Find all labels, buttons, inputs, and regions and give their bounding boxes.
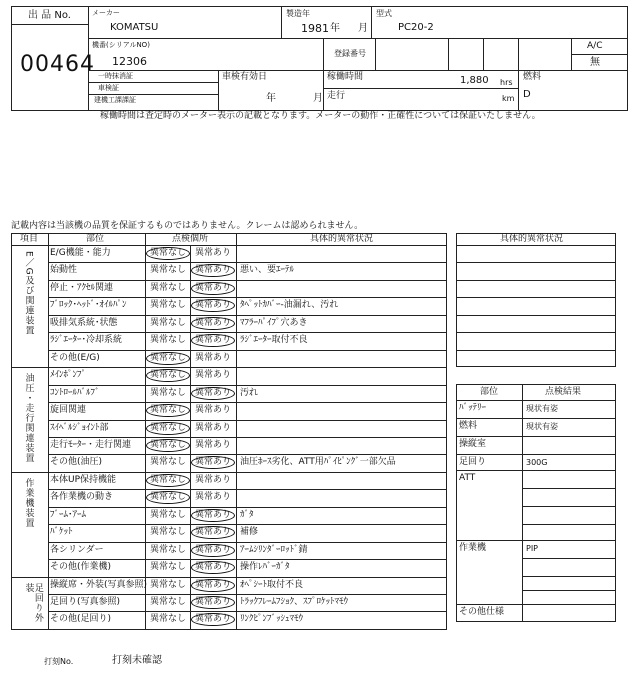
abnormality-header: 具体的異常状況 (500, 234, 564, 244)
result-sub-line (522, 590, 616, 591)
construction-cert-label: 建機工課課証 (94, 96, 136, 104)
row-part: 吸排気系統･状態 (50, 317, 118, 328)
abnormality-row-line (456, 332, 616, 333)
header-col-line (375, 38, 376, 70)
row-part: 足回り(写真参照) (50, 597, 121, 607)
row-part: ﾊﾞｹｯﾄ (50, 527, 73, 538)
check-some-option[interactable]: 異常あり (194, 405, 231, 416)
table-header-3: 具体的異常状況 (310, 234, 374, 244)
table-row-line (48, 507, 447, 508)
check-some-option[interactable]: 異常あり (191, 317, 235, 330)
result-row-line (456, 418, 616, 419)
model-label: 型式 (376, 9, 392, 18)
row-part: ﾌﾞｰﾑ･ｱｰﾑ (50, 509, 87, 520)
row-part: ﾌﾞﾛｯｸ･ﾍｯﾄﾞ･ｵｲﾙﾊﾟﾝ (50, 300, 127, 311)
check-none-option[interactable]: 異常なし (146, 369, 190, 382)
vehicle-cert-label: 車検証 (98, 84, 119, 92)
row-note: 油圧ﾎｰｽ劣化、ATT用ﾊﾟｲﾋﾟﾝｸﾞ一部欠品 (240, 457, 396, 468)
table-row-line (48, 297, 447, 298)
fuel-value: D (523, 89, 531, 100)
check-some-option[interactable]: 異常あり (191, 561, 235, 574)
header-col-line (518, 38, 519, 111)
table-row-line (48, 559, 447, 560)
ac-value: 無 (590, 57, 600, 68)
row-note: 操作ﾚﾊﾞｰｶﾞﾀ (240, 562, 290, 573)
table-row-line (48, 350, 447, 351)
check-none-option[interactable]: 異常なし (146, 352, 190, 365)
result-part: その他仕様 (459, 607, 505, 617)
result-sub-line (522, 506, 616, 507)
table-row-line (48, 315, 447, 316)
table-row-line (48, 262, 447, 263)
check-some-option[interactable]: 異常あり (191, 613, 235, 626)
check-some-option[interactable]: 異常あり (191, 334, 235, 347)
row-note: 悪い、要ｴｰﾃﾙ (240, 265, 295, 276)
row-part: E/G機能・能力 (50, 248, 111, 258)
check-some-option[interactable]: 異常あり (191, 387, 235, 400)
stamp-label: 打刻No. (44, 657, 74, 666)
check-some-option[interactable]: 異常あり (191, 456, 235, 469)
header-row-line (88, 94, 218, 95)
result-sub-line (522, 488, 616, 489)
reg-label: 登録番号 (334, 49, 366, 58)
table-header-line (11, 245, 447, 246)
group-line (11, 577, 447, 578)
abnormality-row-line (456, 262, 616, 263)
check-some-option[interactable]: 異常あり (191, 264, 235, 277)
check-none-option[interactable]: 異常なし (149, 265, 186, 276)
abnormality-row-line (456, 315, 616, 316)
check-none-option[interactable]: 異常なし (149, 597, 186, 607)
result-row-line (456, 436, 616, 437)
check-some-option[interactable]: 異常あり (191, 282, 235, 295)
year-label: 製造年 (286, 9, 310, 18)
lot-number: 00464 (20, 52, 95, 77)
header-col-line (448, 38, 449, 70)
check-none-option[interactable]: 異常なし (146, 422, 190, 435)
km-unit: km (502, 94, 515, 103)
check-some-option[interactable]: 異常あり (194, 422, 231, 433)
header-row-line (323, 88, 518, 89)
table-row-line (48, 385, 447, 386)
result-value: 現状有姿 (526, 404, 558, 413)
row-note: ﾏﾌﾗｰﾊﾟｲﾌﾟ穴あき (240, 317, 308, 328)
check-some-option[interactable]: 異常あり (191, 299, 235, 312)
row-note: ﾗｼﾞｴｰﾀｰ取付不良 (240, 335, 308, 346)
check-none-option[interactable]: 異常なし (149, 579, 186, 590)
result-row-line (456, 470, 616, 471)
check-none-option[interactable]: 異常なし (149, 527, 186, 538)
row-part: 走行ﾓｰﾀｰ・走行関連 (50, 439, 132, 450)
table-col-line (48, 233, 49, 629)
check-none-option[interactable]: 異常なし (149, 614, 186, 625)
header-row-line (88, 70, 628, 71)
table-row-line (48, 402, 447, 403)
maker-label: メーカー (92, 9, 120, 17)
serial-value: 12306 (112, 55, 147, 68)
check-some-option[interactable]: 異常あり (191, 579, 235, 592)
result-part: ﾊﾞｯﾃﾘｰ (459, 403, 487, 413)
table-row-line (48, 332, 447, 333)
result-part: 操縦室 (459, 439, 487, 449)
result-part: 作業機 (459, 543, 487, 553)
row-part: 停止・ｱｸｾﾙ関連 (50, 282, 114, 293)
row-part: 始動性 (50, 265, 78, 276)
result-header-result: 点検結果 (545, 387, 582, 397)
ac-label: A/C (587, 41, 603, 51)
row-part: その他(油圧) (50, 457, 103, 468)
result-row-line (456, 400, 616, 401)
header-col-line (218, 70, 219, 111)
result-col-line (522, 384, 523, 622)
result-row-line (456, 454, 616, 455)
header-row-line (88, 38, 628, 39)
check-some-option[interactable]: 異常あり (191, 509, 235, 522)
table-row-line (48, 542, 447, 543)
model-value: PC20-2 (398, 22, 434, 33)
header-col-line (483, 38, 484, 70)
inspection-label: 車検有効日 (222, 72, 268, 82)
row-part: ﾒｲﾝﾎﾟﾝﾌﾟ (50, 370, 87, 381)
row-part: 操縦席・外装(写真参照) (50, 579, 148, 590)
row-note: 補修 (240, 527, 259, 538)
check-none-option[interactable]: 異常なし (146, 404, 190, 417)
month-unit: 月 (358, 23, 368, 34)
check-none-option[interactable]: 異常なし (149, 317, 186, 328)
group-label: 足回り外装 (23, 582, 43, 623)
table-header-2: 点検個所 (172, 234, 209, 244)
mileage-label: 走行 (327, 91, 346, 101)
result-value: PIP (526, 544, 539, 553)
result-sub-line (522, 524, 616, 525)
disclaimer: 記載内容は当該機の品質を保証するものではありません。クレームは認められません。 (11, 221, 364, 231)
result-row-line (456, 604, 616, 605)
group-label: E／G及び関連装置 (23, 251, 34, 336)
row-part: ﾗｼﾞｴｰﾀｰ･冷却系統 (50, 335, 123, 346)
group-line (11, 472, 447, 473)
row-part: その他(E/G) (50, 352, 100, 363)
check-none-option[interactable]: 異常なし (149, 387, 186, 398)
abnormality-row-line (456, 350, 616, 351)
check-some-option[interactable]: 異常あり (194, 248, 231, 258)
header-col-line (571, 38, 572, 70)
maker-value: KOMATSU (110, 22, 159, 33)
result-frame (456, 384, 616, 622)
row-note: ｶﾞﾀ (240, 509, 254, 520)
group-label: 作業機装置 (23, 477, 34, 528)
inspection-month-unit: 月 (313, 93, 323, 104)
check-some-option[interactable]: 異常あり (191, 544, 235, 557)
check-some-option[interactable]: 異常あり (194, 492, 231, 503)
check-none-option[interactable]: 異常なし (146, 474, 190, 487)
abnormality-frame (456, 233, 616, 367)
row-note: 汚れ (240, 387, 259, 398)
row-part: 各作業機の動き (50, 492, 114, 503)
result-part: 足回り (459, 457, 487, 467)
stamp-value: 打刻未確認 (112, 655, 162, 666)
row-part: 旋回関連 (50, 405, 87, 416)
table-row-line (48, 611, 447, 612)
check-none-option[interactable]: 異常なし (149, 335, 186, 346)
hrs-unit: hrs (500, 78, 513, 87)
result-part: ATT (459, 473, 476, 483)
row-note: ﾄﾗｯｸﾌﾚｰﾑﾌｼｮｸ、ｽﾌﾟﾛｹｯﾄﾏﾓｳ (240, 597, 349, 607)
row-note: ｱｰﾑｼﾘﾝﾀﾞｰﾛｯﾄﾞ錆 (240, 544, 308, 555)
result-value: 300G (526, 458, 548, 467)
row-part: 各シリンダー (50, 544, 104, 555)
header-col-line (371, 6, 372, 38)
table-header-0: 項目 (20, 234, 39, 244)
abnormality-row-line (456, 280, 616, 281)
check-some-option[interactable]: 異常あり (194, 352, 231, 363)
hours-value: 1,880 (460, 75, 489, 86)
check-some-option[interactable]: 異常あり (194, 370, 231, 381)
fuel-label: 燃料 (523, 72, 542, 82)
table-row-line (48, 524, 447, 525)
result-value: 現状有姿 (526, 422, 558, 431)
table-row-line (48, 420, 447, 421)
hours-note: 稼働時間は査定時のメーター表示の記載となります。メーターの動作・正確性については保証いたしません。 (100, 111, 541, 121)
table-row-line (48, 489, 447, 490)
result-part: 燃料 (459, 421, 478, 431)
row-part: 本体UP保持機能 (50, 474, 117, 485)
row-part: ｽｲﾍﾞﾙｼﾞｮｲﾝﾄ部 (50, 422, 109, 433)
check-some-option[interactable]: 異常あり (194, 439, 231, 450)
serial-label: 機番(シリアルNO) (92, 41, 150, 49)
check-some-option[interactable]: 異常あり (191, 596, 235, 609)
result-sub-line (522, 576, 616, 577)
row-note: ｵﾍﾟｼｰﾄ取付不良 (240, 579, 304, 590)
row-note: ﾘﾝｸﾋﾟﾝﾌﾞｯｼｭﾏﾓｳ (240, 614, 304, 625)
abnormality-row-line (456, 245, 616, 246)
check-some-option[interactable]: 異常あり (191, 526, 235, 539)
lot-label-line (11, 24, 88, 25)
table-row-line (48, 454, 447, 455)
result-row-line (456, 540, 616, 541)
table-row-line (48, 437, 447, 438)
check-none-option[interactable]: 異常なし (149, 509, 186, 520)
row-part: ｺﾝﾄﾛｰﾙﾊﾞﾙﾌﾞ (50, 387, 100, 398)
year-unit: 年 (330, 23, 340, 34)
header-col-line (281, 6, 282, 38)
header-row-line (88, 82, 218, 83)
check-none-option[interactable]: 異常なし (146, 439, 190, 452)
check-none-option[interactable]: 異常なし (149, 282, 186, 293)
result-sub-line (522, 558, 616, 559)
year-value: 1981 (301, 22, 329, 35)
row-note: ﾀﾍﾟｯﾄｶﾊﾞｰ-油漏れ、汚れ (240, 300, 339, 311)
header-col-line (323, 38, 324, 111)
header-row-line (571, 54, 628, 55)
check-none-option[interactable]: 異常なし (146, 247, 190, 260)
lot-label: 出 品 No. (28, 10, 71, 21)
check-none-option[interactable]: 異常なし (146, 491, 190, 504)
table-header-1: 部位 (86, 234, 105, 244)
temp-plate-label: 一時抹消証 (98, 72, 133, 80)
check-none-option[interactable]: 異常なし (149, 300, 186, 311)
check-none-option[interactable]: 異常なし (149, 457, 186, 468)
check-some-option[interactable]: 異常あり (194, 474, 231, 485)
hours-label: 稼働時間 (327, 72, 364, 82)
table-row-line (48, 594, 447, 595)
table-row-line (48, 280, 447, 281)
inspection-year-unit: 年 (266, 93, 276, 104)
abnormality-row-line (456, 297, 616, 298)
group-label: 油圧・走行関連装置 (23, 373, 34, 464)
row-part: その他(足回り) (50, 614, 112, 625)
row-part: その他(作業機) (50, 562, 112, 573)
table-col-line (236, 233, 237, 629)
check-none-option[interactable]: 異常なし (149, 544, 186, 555)
result-header-part: 部位 (480, 387, 499, 397)
check-none-option[interactable]: 異常なし (149, 562, 186, 573)
group-line (11, 367, 447, 368)
